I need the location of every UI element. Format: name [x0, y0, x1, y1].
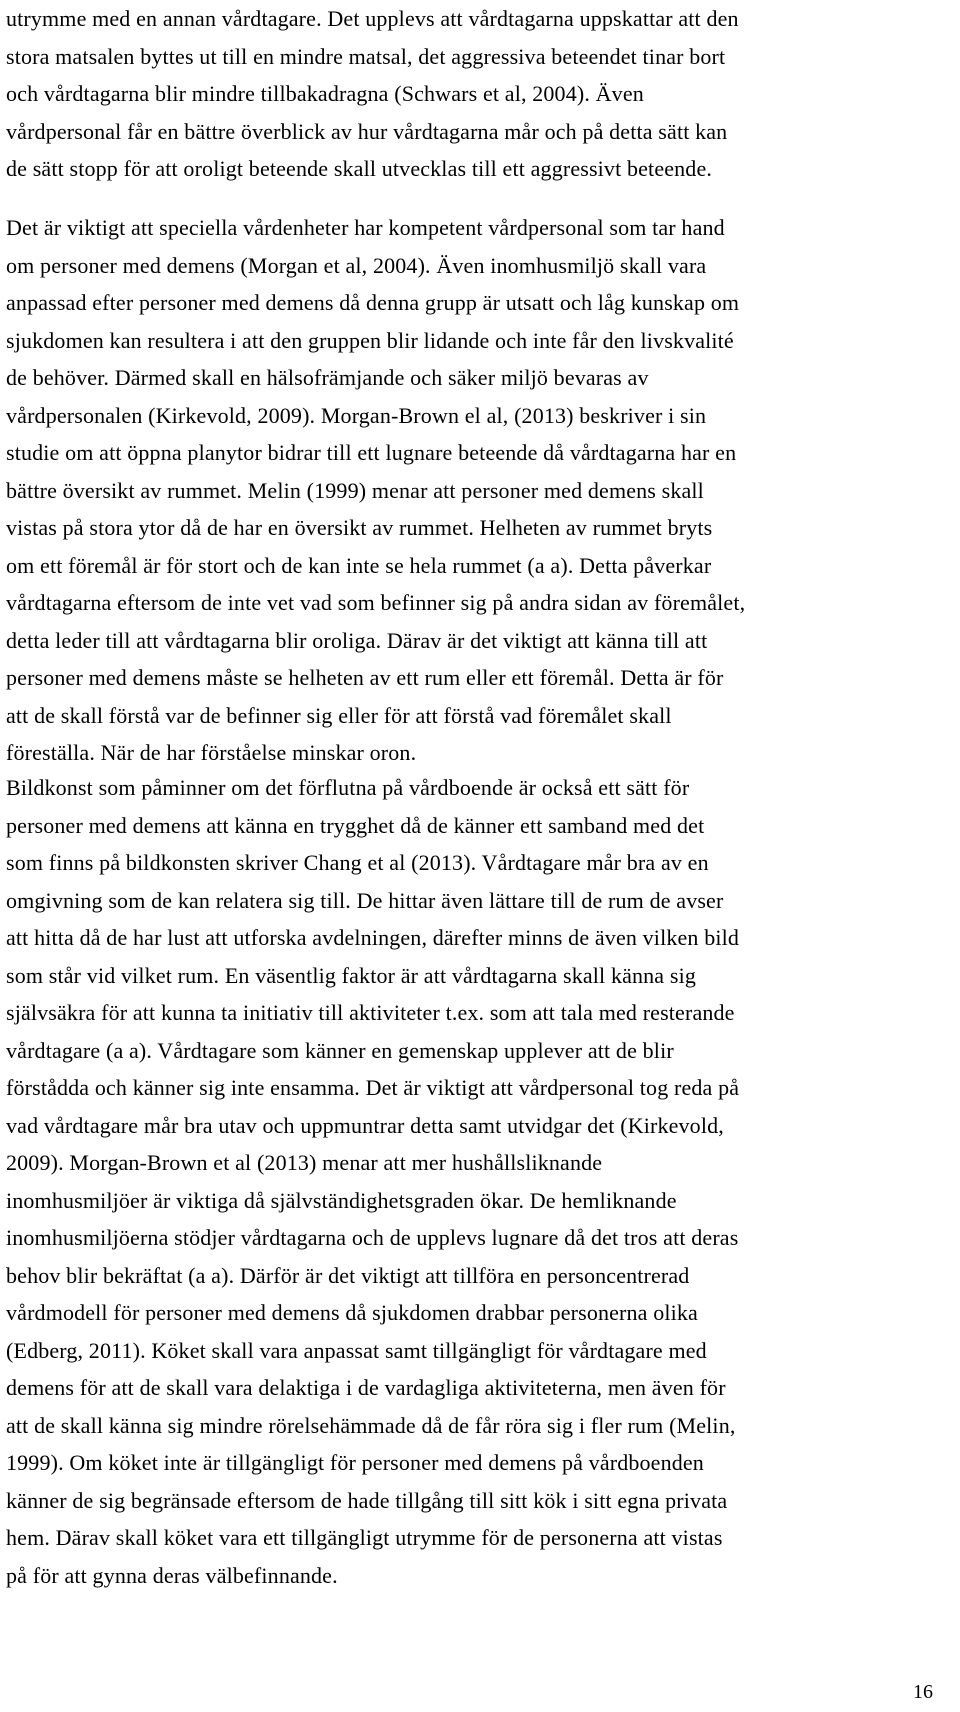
text-line: de sätt stopp för att oroligt beteende skall utvecklas till ett aggressivt beteende.	[6, 156, 713, 181]
text-line: hem. Därav skall köket vara ett tillgängligt utrymme för de personerna att vistas	[6, 1525, 723, 1550]
text-line: inomhusmiljöerna stödjer vårdtagarna och de upplevs lugnare då det tros att deras	[6, 1225, 739, 1250]
text-line: känner de sig begränsade eftersom de hade tillgång till sitt kök i sitt egna privata	[6, 1487, 728, 1513]
text-line: stora matsalen byttes ut till en mindre matsal, det aggressiva beteendet tinar bort	[6, 43, 726, 69]
text-line: anpassad efter personer med demens då denna grupp är utsatt och låg kunskap om	[6, 290, 740, 315]
paragraph-care-units	[6, 209, 950, 772]
text-line: som finns på bildkonsten skriver Chang et al (2013). Vårdtagare mår bra av en	[6, 850, 709, 875]
text-line: att de skall känna sig mindre rörelsehämmade då de får röra sig i fler rum (Melin,	[6, 1412, 736, 1438]
text-line: vårdpersonalen (Kirkevold, 2009). Morgan-Brown el al, (2013) beskriver i sin	[6, 402, 707, 428]
text-line: (Edberg, 2011). Köket skall vara anpassat samt tillgängligt för vårdtagare med	[6, 1337, 707, 1363]
text-line: förstådda och känner sig inte ensamma. Det är viktigt att vårdpersonal tog reda på	[6, 1075, 740, 1100]
text-line: vårdtagarna eftersom de inte vet vad som befinner sig på andra sidan av föremålet,	[6, 590, 746, 615]
text-line: vårdmodell för personer med demens då sjukdomen drabbar personerna olika	[6, 1300, 698, 1325]
text-line: Bildkonst som påminner om det förflutna på vårdboende är också ett sätt för	[6, 775, 690, 800]
text-line: att de skall förstå var de befinner sig eller för att förstå vad föremålet skall	[6, 702, 672, 728]
text-line: om ett föremål är för stort och de kan inte se hela rummet (a a). Detta påverkar	[6, 552, 712, 578]
text-line: vad vårdtagare mår bra utav och uppmuntrar detta samt utvidgar det (Kirkevold,	[6, 1112, 724, 1138]
text-line: 2009). Morgan-Brown et al (2013) menar att mer hushållsliknande	[6, 1150, 603, 1175]
text-line: bättre översikt av rummet. Melin (1999) menar att personer med demens skall	[6, 477, 704, 503]
paragraph-visual-art	[6, 769, 950, 1594]
text-line: inomhusmiljöer är viktiga då självständighetsgraden ökar. De hemliknande	[6, 1187, 677, 1213]
text-line: om personer med demens (Morgan et al, 2004). Även inomhusmiljö skall vara	[6, 252, 707, 278]
text-line: demens för att de skall vara delaktiga i de vardagliga aktiviteterna, men även för	[6, 1375, 726, 1400]
text-line: omgivning som de kan relatera sig till. De hittar även lättare till de rum de avser	[6, 887, 724, 913]
paragraph-dining-room	[6, 0, 950, 188]
text-line: som står vid vilket rum. En väsentlig faktor är att vårdtagarna skall känna sig	[6, 962, 696, 988]
text-line: 1999). Om köket inte är tillgängligt för personer med demens på vårdboenden	[6, 1450, 704, 1475]
text-line: utrymme med en annan vårdtagare. Det upplevs att vårdtagarna uppskattar att den	[6, 6, 739, 31]
text-line: vistas på stora ytor då de har en översikt av rummet. Helheten av rummet bryts	[6, 515, 713, 540]
text-line: personer med demens måste se helheten av ett rum eller ett föremål. Detta är för	[6, 665, 724, 690]
text-line: vårdpersonal får en bättre överblick av hur vårdtagarna mår och på detta sätt kan	[6, 118, 728, 144]
text-line: studie om att öppna planytor bidrar till ett lugnare beteende då vårdtagarna har en	[6, 440, 737, 465]
text-line: sjukdomen kan resultera i att den gruppen blir lidande och inte får den livskvalité	[6, 327, 734, 353]
text-line: personer med demens att känna en trygghet då de känner ett samband med det	[6, 812, 705, 838]
text-line: detta leder till att vårdtagarna blir oroliga. Därav är det viktigt att känna till att	[6, 627, 708, 653]
text-line: och vårdtagarna blir mindre tillbakadragna (Schwars et al, 2004). Även	[6, 81, 644, 106]
text-line: föreställa. När de har förståelse minskar oron.	[6, 740, 417, 765]
page-number: 16	[913, 1681, 933, 1703]
text-line: vårdtagare (a a). Vårdtagare som känner en gemenskap upplever att de blir	[6, 1037, 674, 1063]
text-line: självsäkra för att kunna ta initiativ till aktiviteter t.ex. som att tala med resterande	[6, 1000, 735, 1025]
text-line: att hitta då de har lust att utforska avdelningen, därefter minns de även vilken bild	[6, 925, 740, 950]
text-line: på för att gynna deras välbefinnande.	[6, 1562, 338, 1588]
text-line: behov blir bekräftat (a a). Därför är det viktigt att tillföra en personcentrerad	[6, 1262, 690, 1288]
text-line: Det är viktigt att speciella vårdenheter har kompetent vårdpersonal som tar hand	[6, 215, 725, 240]
text-line: de behöver. Därmed skall en hälsofrämjande och säker miljö bevaras av	[6, 365, 649, 390]
